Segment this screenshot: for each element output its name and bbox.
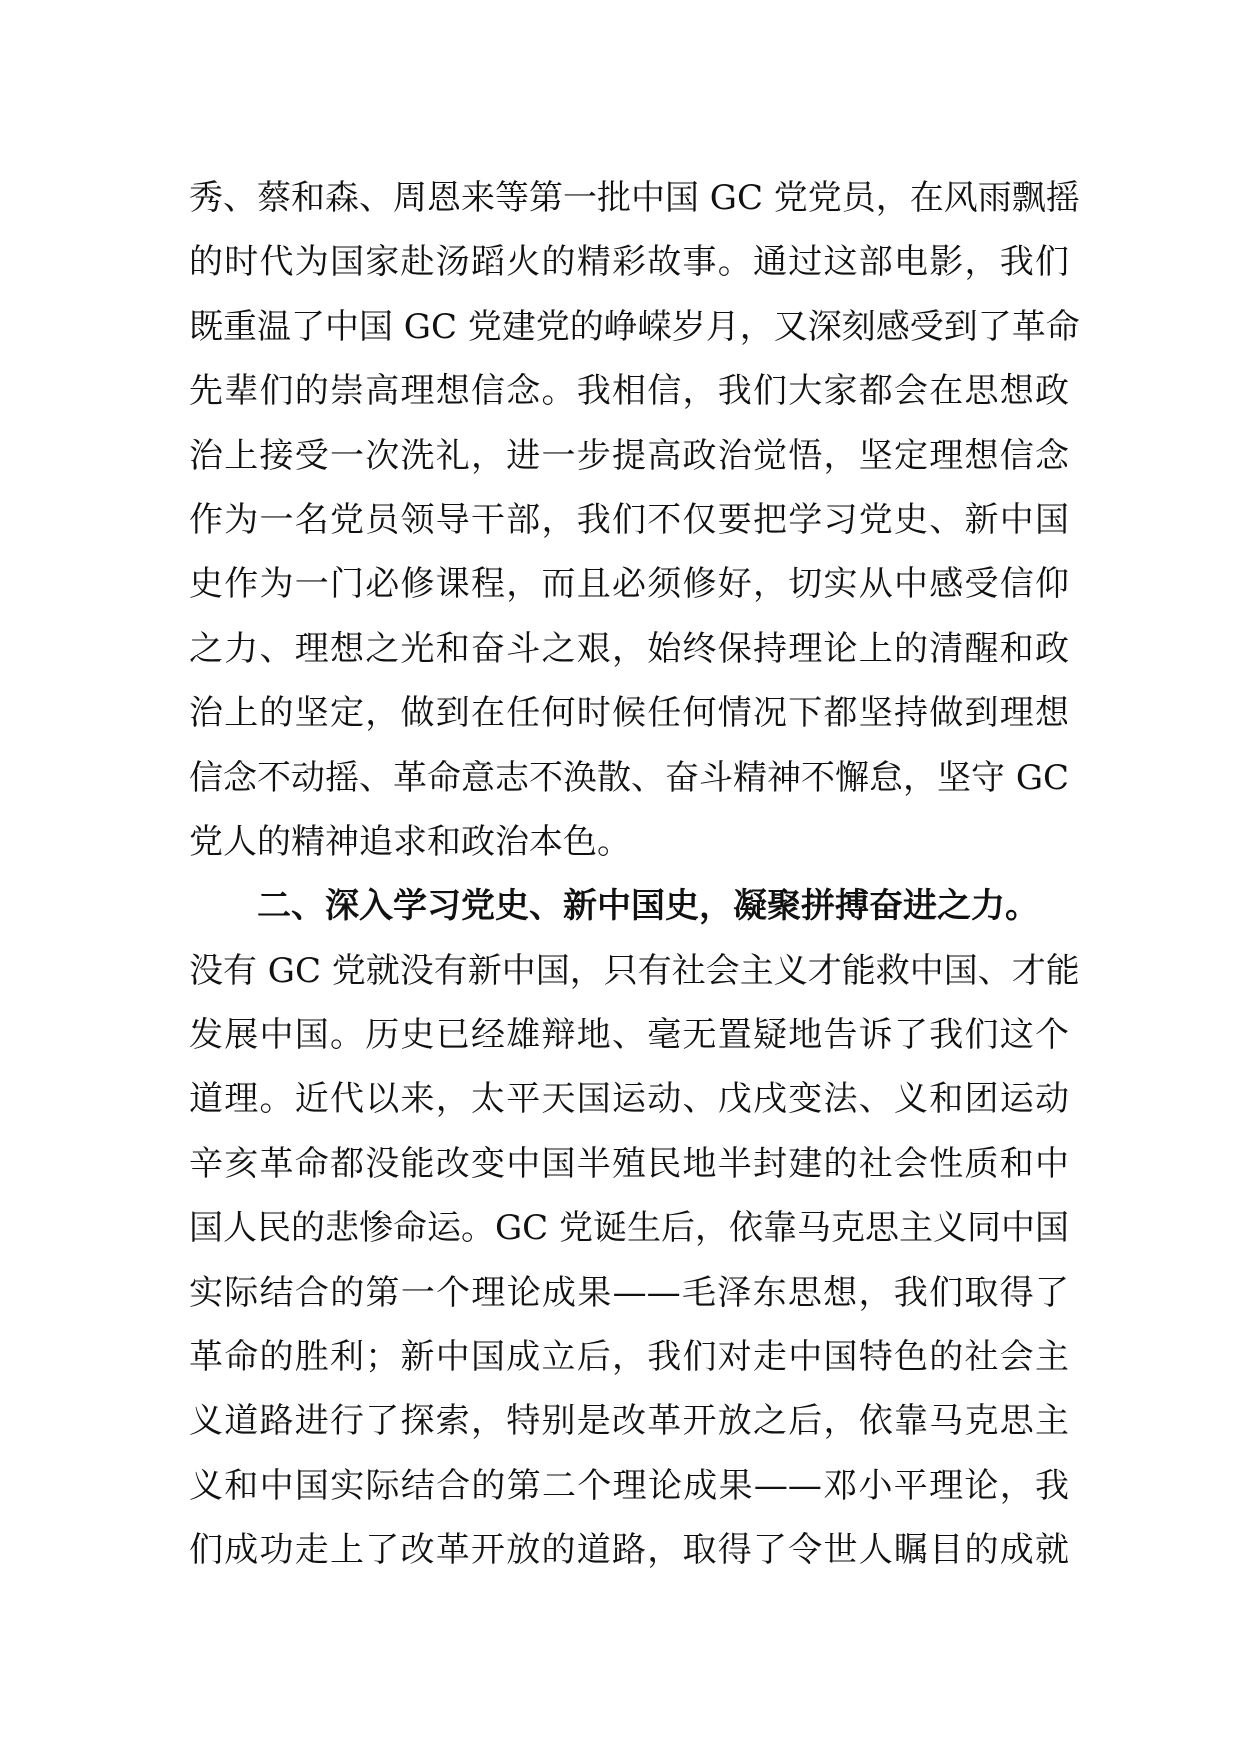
text-line: 革命的胜利；新中国成立后，我们对走中国特色的社会主 — [189, 1337, 1069, 1378]
text-line: 党人的精神追求和政治本色。 — [189, 821, 631, 862]
section-heading: 二、深入学习党史、新中国史，凝聚拼搏奋进之力。 — [257, 886, 1039, 927]
text-line: 秀、蔡和森、周恩来等第一批中国 GC 党党员，在风雨飘摇 — [189, 178, 1080, 218]
text-line: 辛亥革命都没能改变中国半殖民地半封建的社会性质和中 — [189, 1143, 1069, 1184]
text-line: 史作为一门必修课程，而且必须修好，切实从中感受信仰 — [189, 564, 1069, 605]
text-line: 义和中国实际结合的第二个理论成果——邓小平理论，我 — [189, 1465, 1069, 1506]
text-line: 道理。近代以来，太平天国运动、戊戌变法、义和团运动 — [189, 1079, 1069, 1120]
text-line: 的时代为国家赴汤蹈火的精彩故事。通过这部电影，我们 — [189, 242, 1069, 283]
text-line: 义道路进行了探索，特别是改革开放之后，依靠马克思主 — [189, 1401, 1069, 1442]
text-line: 没有 GC 党就没有新中国，只有社会主义才能救中国、才能 — [189, 950, 1080, 991]
text-line: 们成功走上了改革开放的道路，取得了令世人瞩目的成就 — [189, 1530, 1069, 1571]
text-line: 发展中国。历史已经雄辩地、毫无置疑地告诉了我们这个 — [189, 1015, 1069, 1056]
body-text — [189, 166, 1080, 1583]
text-line: 实际结合的第一个理论成果——毛泽东思想，我们取得了 — [189, 1272, 1069, 1313]
text-line: 国人民的悲惨命运。GC 党诞生后，依靠马克思主义同中国 — [189, 1208, 1069, 1249]
text-line: 既重温了中国 GC 党建党的峥嵘岁月，又深刻感受到了革命 — [189, 306, 1080, 347]
text-line: 治上接受一次洗礼，进一步提高政治觉悟，坚定理想信念 — [189, 435, 1069, 476]
text-line: 作为一名党员领导干部，我们不仅要把学习党史、新中国 — [189, 499, 1069, 540]
text-line: 之力、理想之光和奋斗之艰，始终保持理论上的清醒和政 — [189, 628, 1069, 669]
text-line: 先辈们的崇高理想信念。我相信，我们大家都会在思想政 — [189, 371, 1069, 412]
text-line: 治上的坚定，做到在任何时候任何情况下都坚持做到理想 — [189, 693, 1069, 734]
text-line: 信念不动摇、革命意志不涣散、奋斗精神不懈怠，坚守 GC — [189, 757, 1069, 798]
